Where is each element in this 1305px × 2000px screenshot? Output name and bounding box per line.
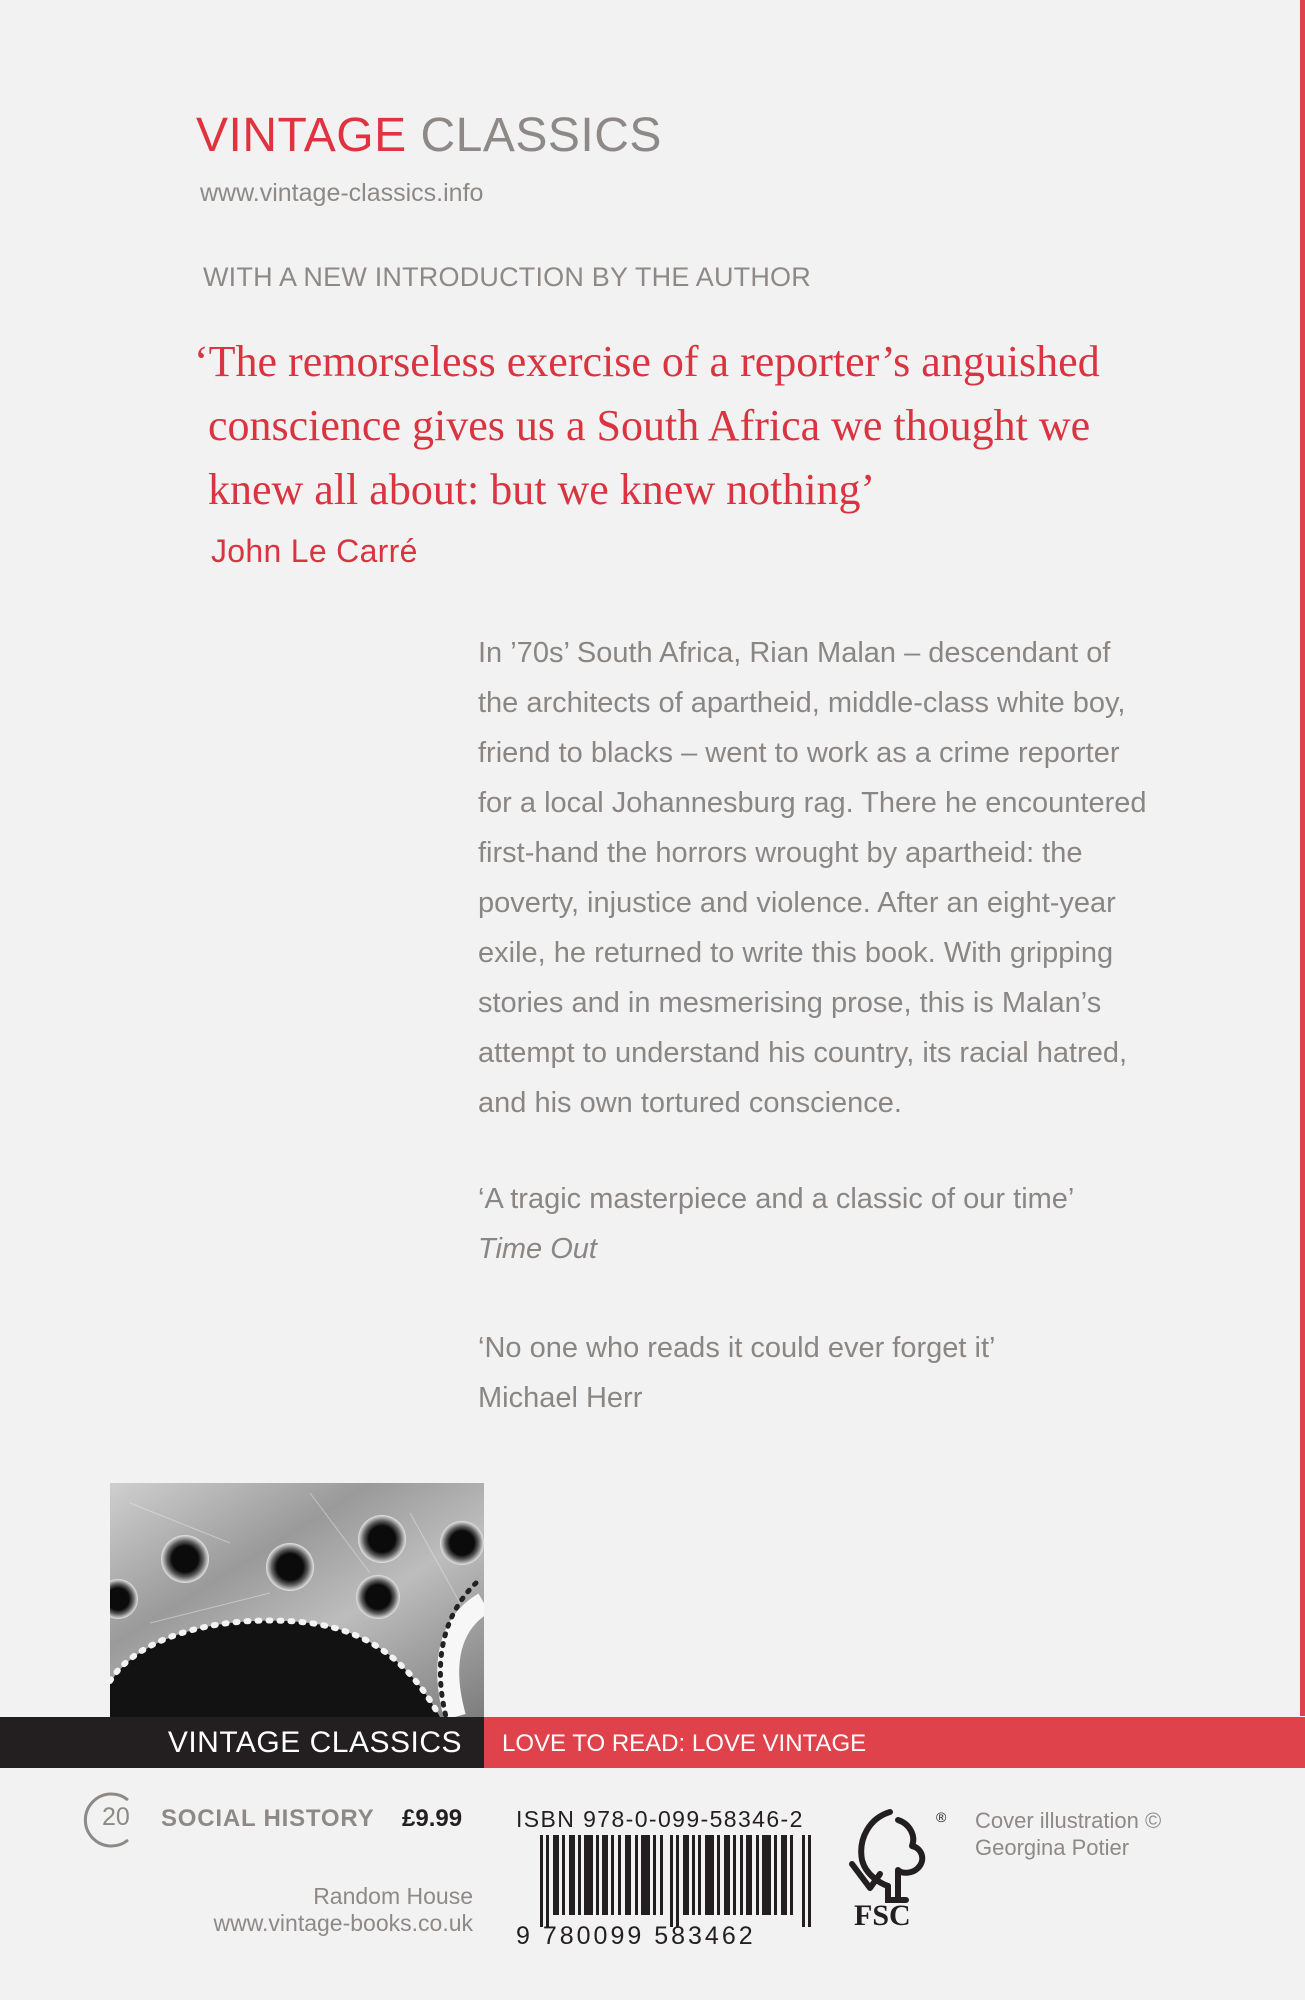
intro-note: WITH A NEW INTRODUCTION BY THE AUTHOR bbox=[203, 262, 811, 292]
fsc-text: FSC bbox=[854, 1899, 911, 1928]
publisher-url: www.vintage-books.co.uk bbox=[213, 1910, 473, 1936]
right-edge-stripe bbox=[1300, 0, 1305, 1716]
fsc-registered-mark: ® bbox=[936, 1809, 947, 1825]
blurb-line: exile, he returned to write this book. With gripping bbox=[478, 937, 1114, 969]
series-band-left bbox=[0, 1717, 484, 1768]
brand-vintage: VINTAGE bbox=[196, 109, 407, 162]
category-label: SOCIAL HISTORY bbox=[161, 1805, 375, 1832]
series-band bbox=[0, 1717, 1305, 1768]
review-michael-herr bbox=[478, 1323, 995, 1423]
review-quote: ‘No one who reads it could ever forget it’ bbox=[478, 1332, 996, 1364]
fsc-logo-icon bbox=[840, 1804, 950, 1928]
brand-classics: CLASSICS bbox=[420, 109, 662, 162]
review-quote: ‘A tragic masterpiece and a classic of our time’ bbox=[478, 1183, 1075, 1215]
blurb-line: for a local Johannesburg rag. There he encountered bbox=[478, 787, 1147, 819]
review-time-out bbox=[478, 1174, 1074, 1274]
series-slogan: LOVE TO READ: LOVE VINTAGE bbox=[502, 1730, 867, 1757]
publisher-info bbox=[213, 1883, 473, 1937]
featured-quote-author: John Le Carré bbox=[211, 533, 418, 569]
series-band-label: VINTAGE CLASSICS bbox=[167, 1726, 462, 1759]
series-band-right bbox=[484, 1717, 1305, 1768]
review-source: Time Out bbox=[478, 1233, 597, 1265]
cover-credit-name: Georgina Potier bbox=[975, 1835, 1130, 1860]
book-blurb bbox=[478, 628, 1258, 1128]
barcode-digits: 9 780099 583462 bbox=[516, 1922, 756, 1950]
blurb-line: first-hand the horrors wrought by apartheid: the bbox=[478, 837, 1083, 869]
blurb-line: attempt to understand his country, its racial hatred, bbox=[478, 1037, 1128, 1069]
featured-quote-line: conscience gives us a South Africa we thought we bbox=[208, 401, 1091, 450]
cover-credit bbox=[975, 1807, 1161, 1861]
publisher-name: Random House bbox=[313, 1883, 473, 1909]
featured-quote-line: ‘The remorseless exercise of a reporter’s anguished bbox=[194, 337, 1100, 386]
blurb-line: In ’70s’ South Africa, Rian Malan – descendant of bbox=[478, 637, 1111, 669]
featured-quote bbox=[194, 330, 1154, 522]
brand-url: www.vintage-classics.info bbox=[200, 179, 484, 207]
metal-plate-illustration bbox=[110, 1483, 484, 1717]
price-label: £9.99 bbox=[402, 1805, 463, 1832]
blurb-line: the architects of apartheid, middle-class white boy, bbox=[478, 687, 1126, 719]
cover-credit-line: Cover illustration © bbox=[975, 1808, 1162, 1833]
review-source: Michael Herr bbox=[478, 1382, 643, 1414]
barcode-icon bbox=[540, 1835, 812, 1927]
brand-title bbox=[196, 108, 662, 163]
cover-art-image bbox=[110, 1483, 484, 1717]
featured-quote-line: knew all about: but we knew nothing’ bbox=[208, 465, 876, 514]
blurb-line: friend to blacks – went to work as a crime reporter bbox=[478, 737, 1120, 769]
blurb-line: poverty, injustice and violence. After an eight-year bbox=[478, 887, 1116, 919]
c20-number: 20 bbox=[102, 1803, 130, 1831]
isbn-label: ISBN 978-0-099-58346-2 bbox=[516, 1806, 804, 1832]
blurb-line: stories and in mesmerising prose, this is Malan’s bbox=[478, 987, 1102, 1019]
blurb-line: and his own tortured conscience. bbox=[478, 1087, 902, 1119]
